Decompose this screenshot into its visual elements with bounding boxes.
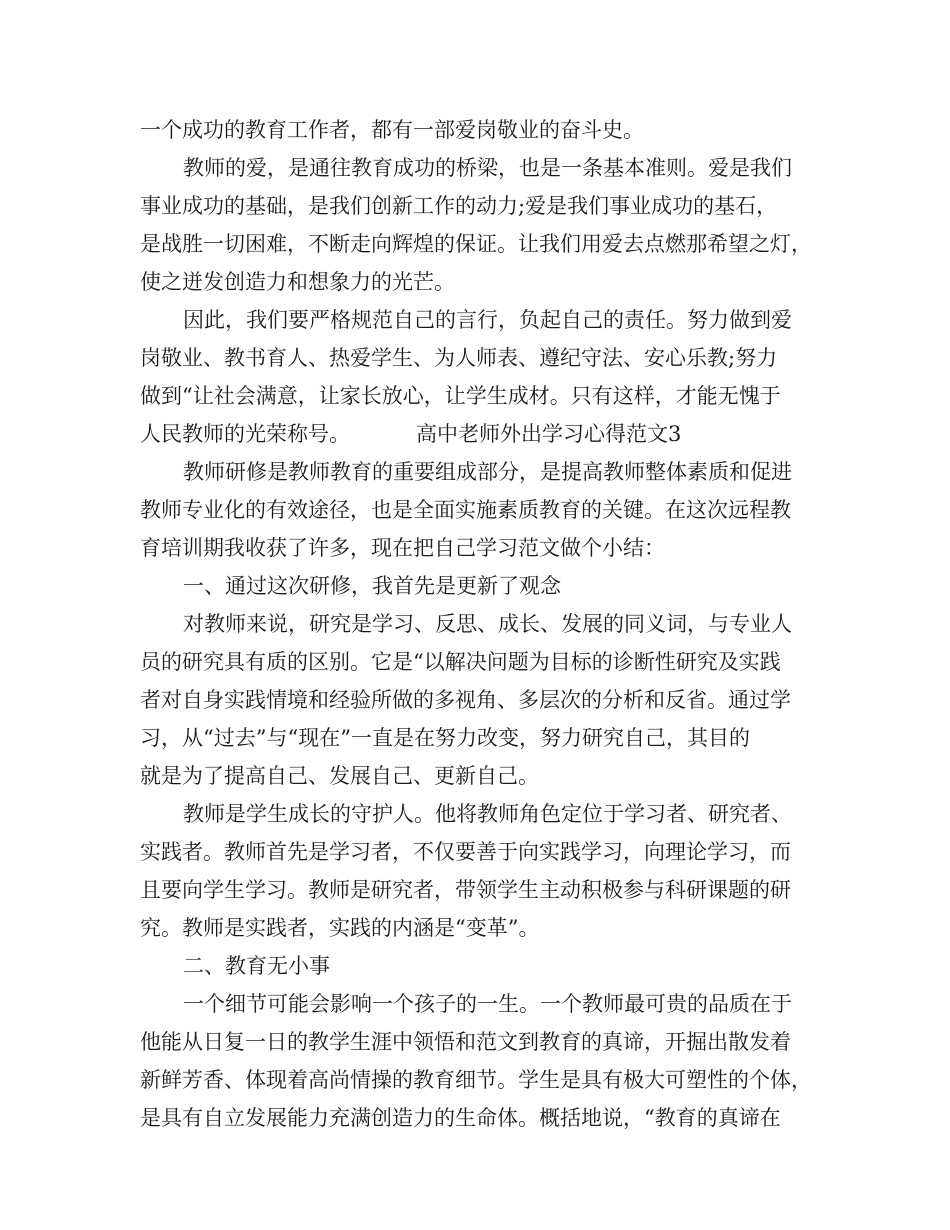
text-line: 做到“让社会满意，让家长放心，让学生成材。只有这样，才能无愧于	[140, 384, 781, 408]
text-line: 使之迸发创造力和想象力的光芒。	[140, 270, 455, 294]
text-line: 习，从“过去”与“现在”一直是在努力改变，努力研究自己，其目的	[140, 726, 750, 750]
text-line: 就是为了提高自己、发展自己、更新自己。	[140, 764, 539, 788]
text-line: 新鲜芳香、体现着高尚情操的教育细节。学生是具有极大可塑性的个体，	[140, 1068, 812, 1092]
text-line: 人民教师的光荣称号。	[140, 422, 350, 446]
text-line: 员的研究具有质的区别。它是“以解决问题为目标的诊断性研究及实践	[140, 650, 781, 674]
text-line: 究。教师是实践者，实践的内涵是“变革”。	[140, 916, 540, 940]
subsection-heading: 一、通过这次研修，我首先是更新了观念	[183, 574, 561, 598]
text-line: 教师专业化的有效途径，也是全面实施素质教育的关键。在这次远程教	[140, 498, 791, 522]
section-heading: 高中老师外出学习心得范文3	[416, 422, 682, 446]
text-line: 对教师来说，研究是学习、反思、成长、发展的同义词，与专业人	[183, 612, 792, 636]
text-line: 是具有自立发展能力充满创造力的生命体。概括地说，“教育的真谛在	[140, 1106, 781, 1130]
text-line: 岗敬业、教书育人、热爱学生、为人师表、遵纪守法、安心乐教;努力	[140, 346, 778, 370]
text-line: 一个细节可能会影响一个孩子的一生。一个教师最可贵的品质在于	[183, 992, 792, 1016]
text-line: 一个成功的教育工作者，都有一部爱岗敬业的奋斗史。	[140, 118, 644, 142]
text-line: 事业成功的基础，是我们创新工作的动力;爱是我们事业成功的基石，	[140, 194, 778, 218]
text-line-with-heading	[140, 415, 820, 453]
text-line: 教师研修是教师教育的重要组成部分，是提高教师整体素质和促进	[183, 460, 792, 484]
text-line: 他能从日复一日的教学生涯中领悟和范文到教育的真谛，开掘出散发着	[140, 1030, 791, 1054]
subsection-heading: 二、教育无小事	[183, 954, 330, 978]
text-line: 教师是学生成长的守护人。他将教师角色定位于学习者、研究者、	[183, 802, 792, 826]
text-line: 且要向学生学习。教师是研究者，带领学生主动积极参与科研课题的研	[140, 878, 791, 902]
text-line: 教师的爱，是通往教育成功的桥梁，也是一条基本准则。爱是我们	[183, 156, 792, 180]
text-line: 因此，我们要严格规范自己的言行，负起自己的责任。努力做到爱	[183, 308, 792, 332]
text-line: 实践者。教师首先是学习者，不仅要善于向实践学习，向理论学习，而	[140, 840, 791, 864]
text-line: 是战胜一切困难，不断走向辉煌的保证。让我们用爱去点燃那希望之灯，	[140, 232, 812, 256]
document-body	[140, 111, 820, 1137]
text-line: 者对自身实践情境和经验所做的多视角、多层次的分析和反省。通过学	[140, 688, 791, 712]
text-line: 育培训期我收获了许多，现在把自己学习范文做个小结：	[140, 536, 665, 560]
